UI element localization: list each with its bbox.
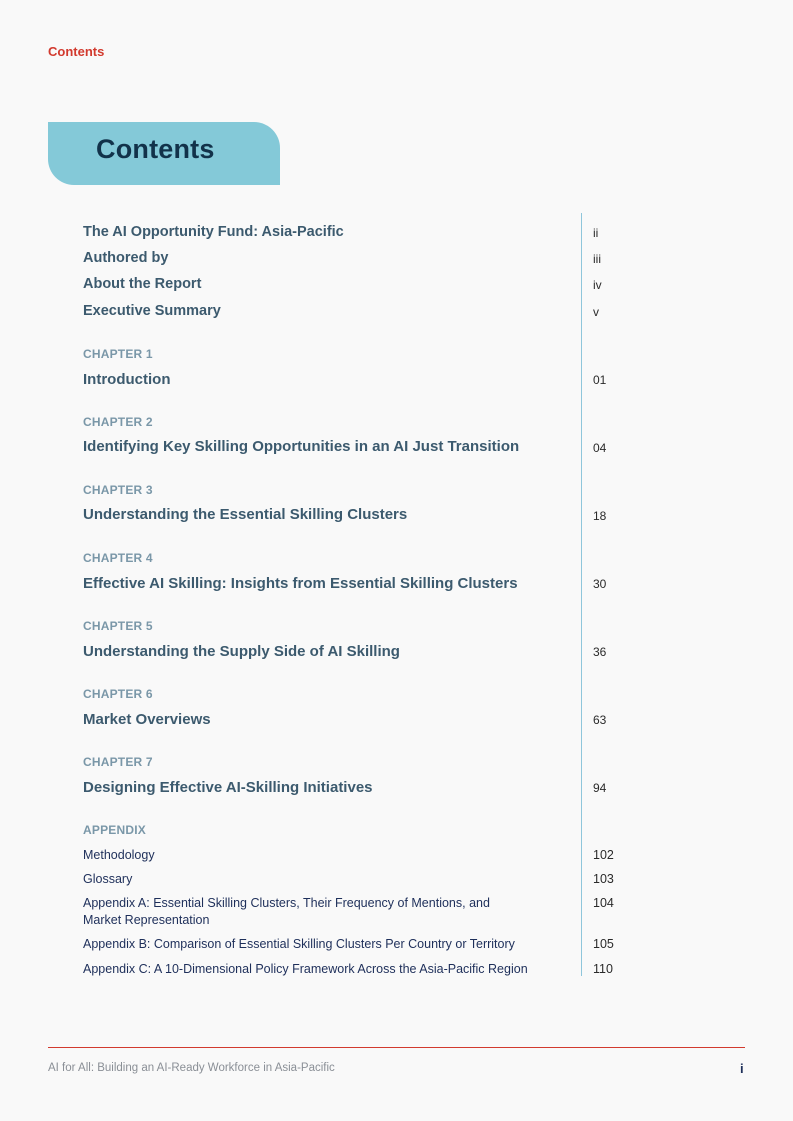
toc-page-appendix-b: 105 — [593, 937, 614, 951]
toc-page-executive-summary: v — [593, 305, 599, 319]
toc-page-methodology: 102 — [593, 848, 614, 862]
chapter-label-7: CHAPTER 7 — [83, 755, 153, 769]
toc-entry-chapter-5[interactable]: Understanding the Supply Side of AI Skilling — [83, 643, 400, 660]
appendix-a-title-line2: Market Representation — [83, 913, 210, 927]
toc-page-ai-opportunity-fund: ii — [593, 226, 599, 240]
toc-entry-methodology[interactable]: Methodology — [83, 848, 155, 862]
toc-page-glossary: 103 — [593, 872, 614, 886]
page-title: Contents — [96, 134, 215, 164]
chapter-label-2: CHAPTER 2 — [83, 415, 153, 429]
toc-page-chapter-4: 30 — [593, 577, 607, 591]
toc-page-chapter-3: 18 — [593, 509, 607, 523]
toc-page-chapter-6: 63 — [593, 713, 607, 727]
toc-entry-appendix-a[interactable] — [83, 895, 490, 929]
toc-page-appendix-c: 110 — [593, 962, 613, 976]
page-number-divider — [581, 213, 582, 976]
toc-entry-chapter-3[interactable]: Understanding the Essential Skilling Clusters — [83, 506, 408, 523]
toc-page-chapter-2: 04 — [593, 441, 607, 455]
chapter-label-6: CHAPTER 6 — [83, 687, 153, 701]
toc-entry-appendix-b[interactable]: Appendix B: Comparison of Essential Skilling Clusters Per Country or Territory — [83, 937, 515, 951]
contents-banner — [48, 122, 280, 185]
toc-entry-glossary[interactable]: Glossary — [83, 872, 133, 886]
chapter-label-1: CHAPTER 1 — [83, 347, 153, 361]
footer-rule — [48, 1047, 745, 1048]
toc-page-chapter-7: 94 — [593, 781, 607, 795]
toc-entry-appendix-c[interactable]: Appendix C: A 10-Dimensional Policy Framework Across the Asia-Pacific Region — [83, 962, 528, 976]
running-header: Contents — [48, 44, 105, 59]
toc-page-appendix-a: 104 — [593, 896, 614, 910]
toc-entry-chapter-4[interactable]: Effective AI Skilling: Insights from Essential Skilling Clusters — [83, 575, 518, 592]
appendix-label: APPENDIX — [83, 823, 146, 837]
footer-page-number: i — [740, 1061, 744, 1076]
appendix-a-title-line1: Appendix A: Essential Skilling Clusters, Their Frequency of Mentions, and — [83, 896, 490, 910]
toc-entry-chapter-1[interactable]: Introduction — [83, 371, 171, 388]
chapter-label-4: CHAPTER 4 — [83, 551, 153, 565]
chapter-label-5: CHAPTER 5 — [83, 619, 153, 633]
toc-page-chapter-5: 36 — [593, 645, 607, 659]
toc-entry-authored-by[interactable]: Authored by — [83, 250, 169, 266]
toc-entry-executive-summary[interactable]: Executive Summary — [83, 303, 221, 319]
toc-entry-ai-opportunity-fund[interactable]: The AI Opportunity Fund: Asia-Pacific — [83, 224, 344, 240]
toc-entry-about-report[interactable]: About the Report — [83, 276, 202, 292]
toc-page-about-report: iv — [593, 278, 602, 292]
toc-page-authored-by: iii — [593, 252, 601, 266]
chapter-label-3: CHAPTER 3 — [83, 483, 153, 497]
toc-entry-chapter-6[interactable]: Market Overviews — [83, 711, 211, 728]
footer-publication-title: AI for All: Building an AI-Ready Workforce in Asia-Pacific — [48, 1062, 335, 1074]
toc-entry-chapter-7[interactable]: Designing Effective AI-Skilling Initiatives — [83, 779, 373, 796]
toc-page-chapter-1: 01 — [593, 373, 607, 387]
toc-entry-chapter-2[interactable]: Identifying Key Skilling Opportunities in an AI Just Transition — [83, 438, 520, 455]
